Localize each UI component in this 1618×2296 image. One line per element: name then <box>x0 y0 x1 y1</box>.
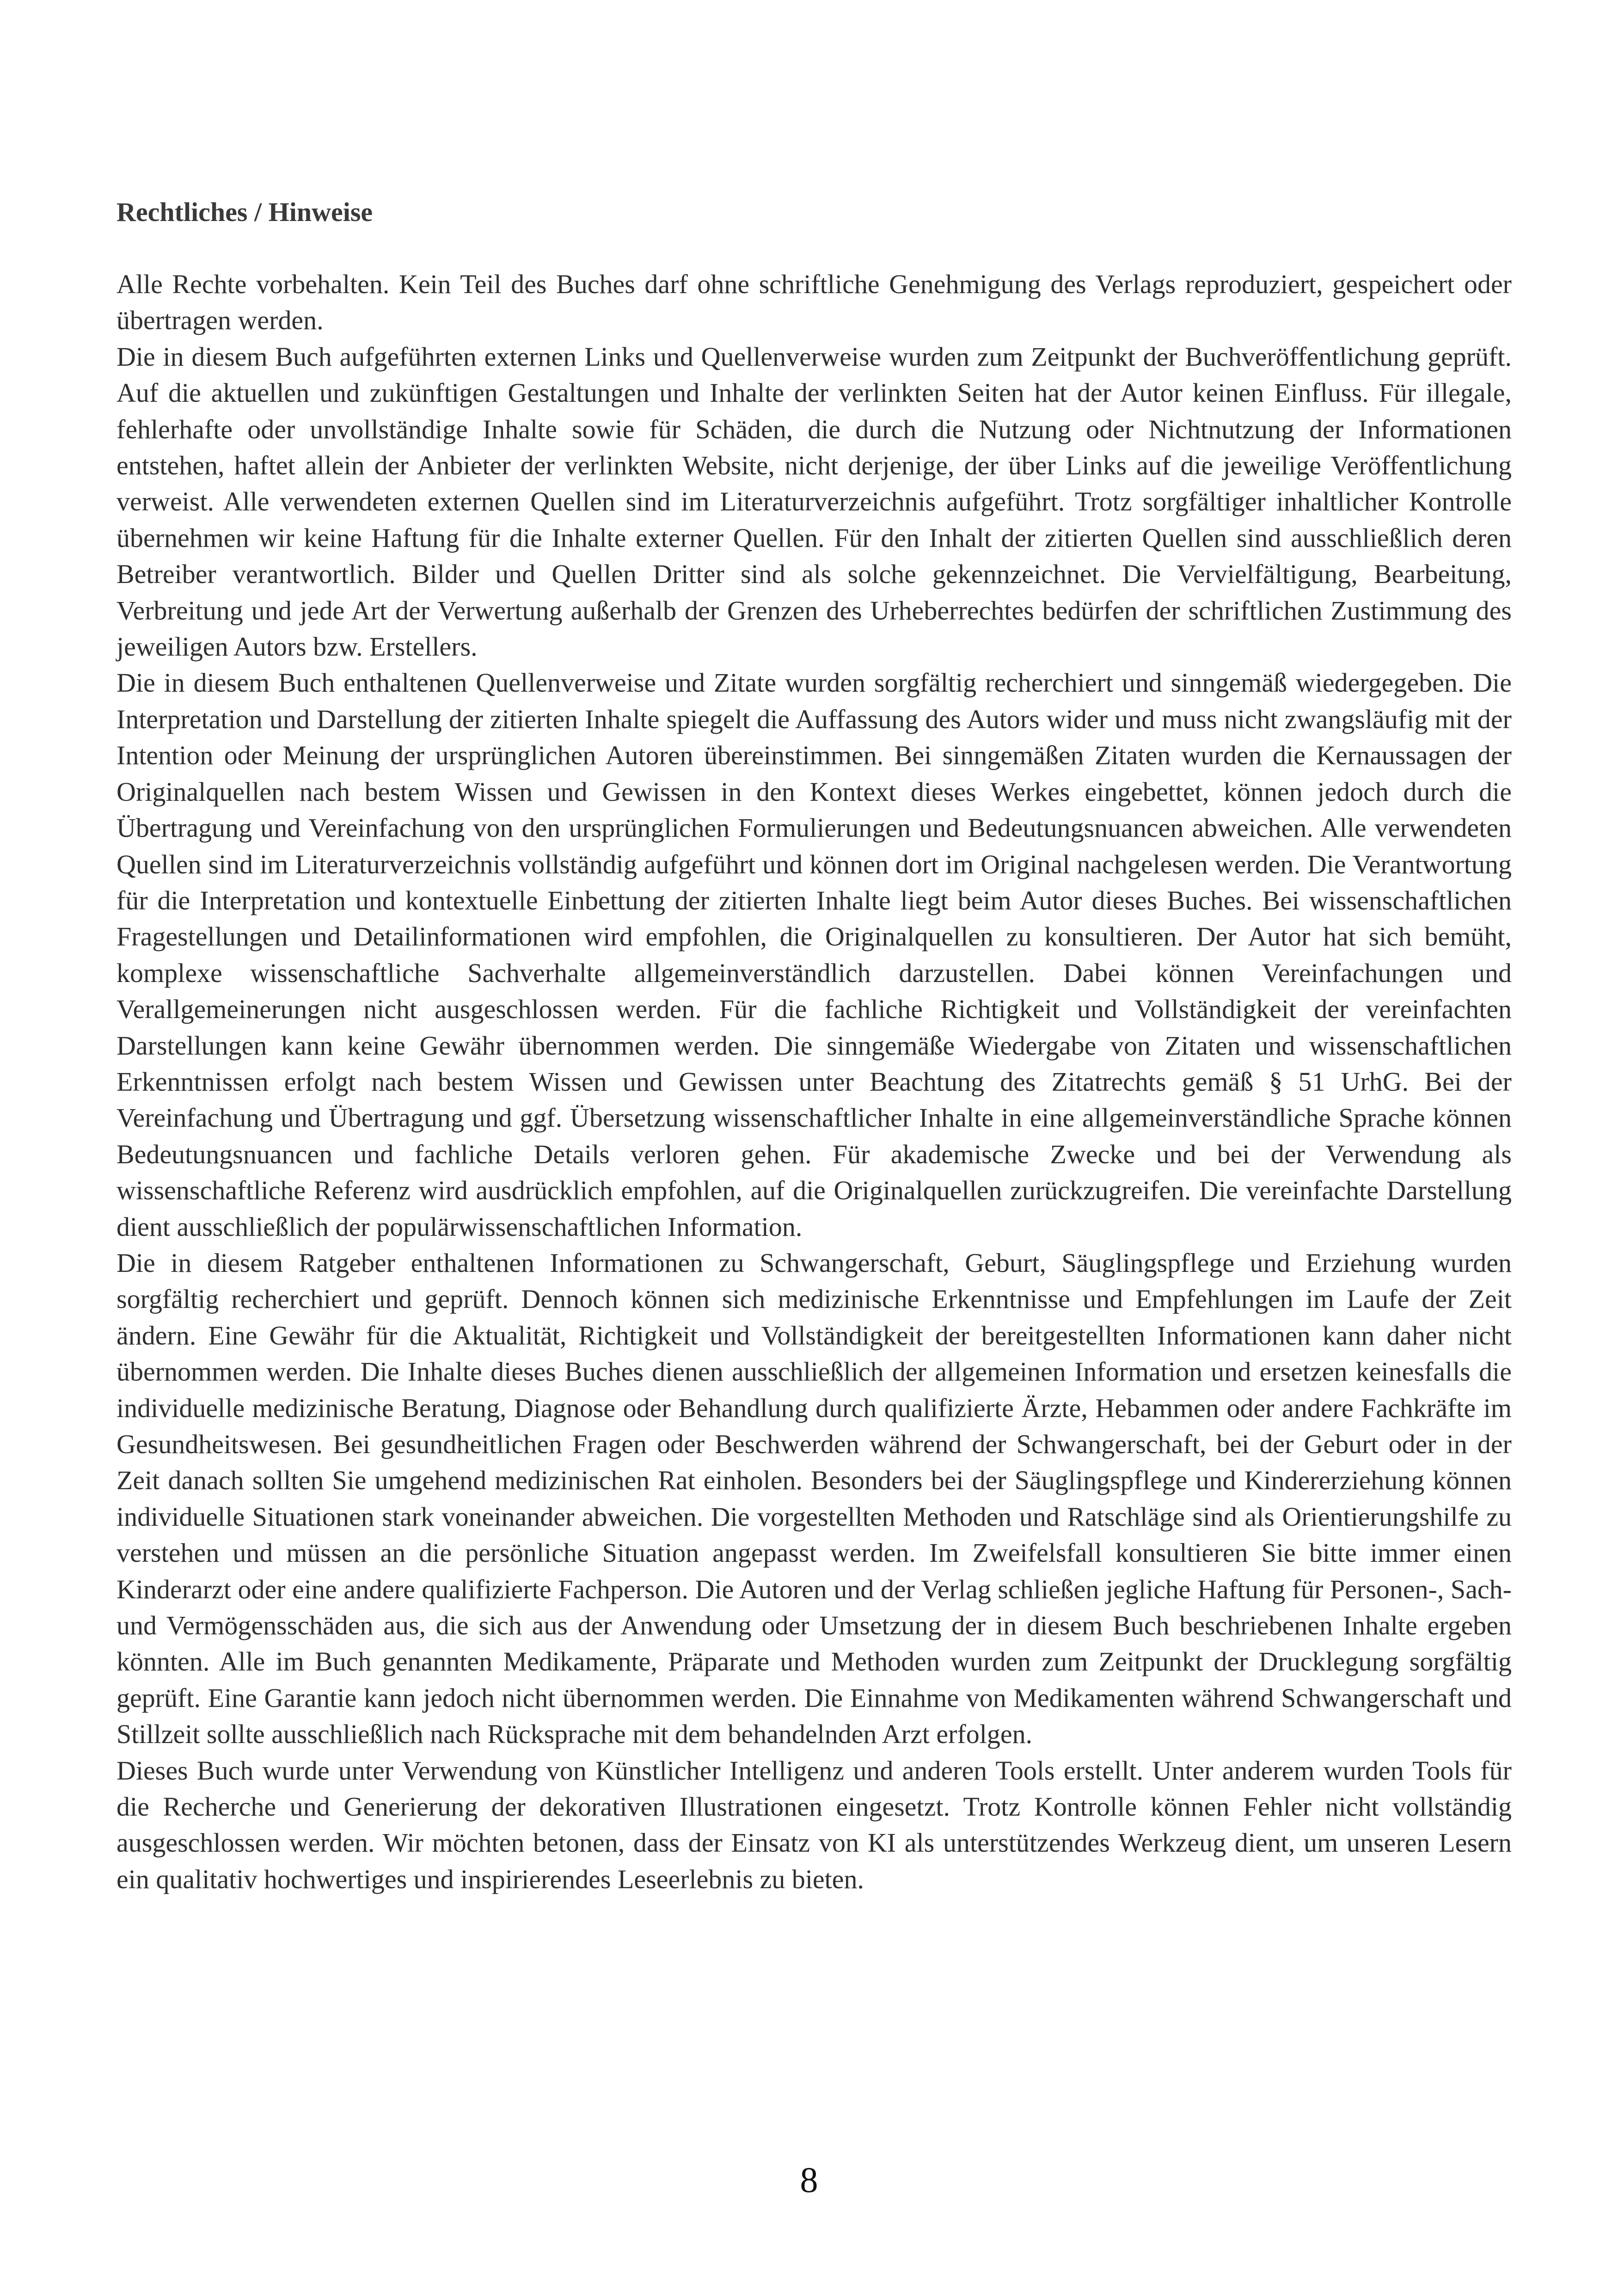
paragraph-external-links: Die in diesem Buch aufgeführten externen Links und Quellenverweise wurden zum Zeitpunkt der Buchveröffentlichung geprüft. Auf die aktuellen und zukünftigen Gestaltungen und Inhalte der verlinkten Seiten hat der Autor keinen Einfluss. Für illegale, fehlerhafte oder unvollständige Inhalte sowie für Schäden, die durch die Nutzung oder Nichtnutzung der Informationen entstehen, haftet allein der Anbieter der verlinkten Website, nicht derjenige, der über Links auf die jeweilige Veröffentlichung verweist. Alle verwendeten externen Quellen sind im Literaturverzeichnis aufgeführt. Trotz sorgfältiger inhaltlicher Kontrolle übernehmen wir keine Haftung für die Inhalte externer Quellen. Für den Inhalt der zitierten Quellen sind ausschließlich deren Betreiber verantwortlich. Bilder und Quellen Dritter sind als solche gekennzeichnet. Die Vervielfältigung, Bearbeitung, Verbreitung und jede Art der Verwertung außerhalb der Grenzen des Urheberrechtes bedürfen der schriftlichen Zustimmung des jeweiligen Autors bzw. Erstellers. <box>116 341 1512 662</box>
paragraph-ai-notice: Dieses Buch wurde unter Verwendung von Künstlicher Intelligenz und anderen Tools erstellt. Unter anderem wurden Tools für die Recherche und Generierung der dekorativen Illustrationen eingesetzt. Trotz Kontrolle können Fehler nicht vollständig ausgeschlossen werden. Wir möchten betonen, dass der Einsatz von KI als unterstützendes Werkzeug dient, um unseren Lesern ein qualitativ hochwertiges und inspirierendes Leseerlebnis zu bieten. <box>116 1755 1512 1894</box>
page-number: 8 <box>800 2160 818 2200</box>
page-content <box>116 194 1512 1897</box>
paragraph-medical-disclaimer: Die in diesem Ratgeber enthaltenen Informationen zu Schwangerschaft, Geburt, Säuglingspflege und Erziehung wurden sorgfältig recherchiert und geprüft. Dennoch können sich medizinische Erkenntnisse und Empfehlungen im Laufe der Zeit ändern. Eine Gewähr für die Aktualität, Richtigkeit und Vollständigkeit der bereitgestellten Informationen kann daher nicht übernommen werden. Die Inhalte dieses Buches dienen ausschließlich der allgemeinen Information und ersetzen keinesfalls die individuelle medizinische Beratung, Diagnose oder Behandlung durch qualifizierte Ärzte, Hebammen oder andere Fachkräfte im Gesundheitswesen. Bei gesundheitlichen Fragen oder Beschwerden während der Schwangerschaft, bei der Geburt oder in der Zeit danach sollten Sie umgehend medizinischen Rat einholen. Besonders bei der Säuglingspflege und Kindererziehung können individuelle Situationen stark voneinander abweichen. Die vorgestellten Methoden und Ratschläge sind als Orientierungshilfe zu verstehen und müssen an die persönliche Situation angepasst werden. Im Zweifelsfall konsultieren Sie bitte immer einen Kinderarzt oder eine andere qualifizierte Fachperson. Die Autoren und der Verlag schließen jegliche Haftung für Personen-, Sach- und Vermögensschäden aus, die sich aus der Anwendung oder Umsetzung der in diesem Buch beschriebenen Inhalte ergeben könnten. Alle im Buch genannten Medikamente, Präparate und Methoden wurden zum Zeitpunkt der Drucklegung sorgfältig geprüft. Eine Garantie kann jedoch nicht übernommen werden. Die Einnahme von Medikamenten während Schwangerschaft und Stillzeit sollte ausschließlich nach Rücksprache mit dem behandelnden Arzt erfolgen. <box>116 1247 1512 1750</box>
paragraph-rights: Alle Rechte vorbehalten. Kein Teil des Buches darf ohne schriftliche Genehmigung des Verlags reproduziert, gespeichert oder übertragen werden. <box>116 269 1512 336</box>
paragraph-citations: Die in diesem Buch enthaltenen Quellenverweise und Zitate wurden sorgfältig recherchiert und sinngemäß wiedergegeben. Die Interpretation und Darstellung der zitierten Inhalte spiegelt die Auffassung des Autors wider und muss nicht zwangsläufig mit der Intention oder Meinung der ursprünglichen Autoren übereinstimmen. Bei sinngemäßen Zitaten wurden die Kernaussagen der Originalquellen nach bestem Wissen und Gewissen in den Kontext dieses Werkes eingebettet, können jedoch durch die Übertragung und Vereinfachung von den ursprünglichen Formulierungen und Bedeutungsnuancen abweichen. Alle verwendeten Quellen sind im Literaturverzeichnis vollständig aufgeführt und können dort im Original nachgelesen werden. Die Verantwortung für die Interpretation und kontextuelle Einbettung der zitierten Inhalte liegt beim Autor dieses Buches. Bei wissenschaftlichen Fragestellungen und Detailinformationen wird empfohlen, die Originalquellen zu konsultieren. Der Autor hat sich bemüht, komplexe wissenschaftliche Sachverhalte allgemeinverständlich darzustellen. Dabei können Vereinfachungen und Verallgemeinerungen nicht ausgeschlossen werden. Für die fachliche Richtigkeit und Vollständigkeit der vereinfachten Darstellungen kann keine Gewähr übernommen werden. Die sinngemäße Wiedergabe von Zitaten und wissenschaftlichen Erkenntnissen erfolgt nach bestem Wissen und Gewissen unter Beachtung des Zitatrechts gemäß § 51 UrhG. Bei der Vereinfachung und Übertragung und ggf. Übersetzung wissenschaftlicher Inhalte in eine allgemeinverständliche Sprache können Bedeutungsnuancen und fachliche Details verloren gehen. Für akademische Zwecke und bei der Verwendung als wissenschaftliche Referenz wird ausdrücklich empfohlen, auf die Originalquellen zurückzugreifen. Die vereinfachte Darstellung dient ausschließlich der populärwissenschaftlichen Information. <box>116 668 1512 1242</box>
section-heading: Rechtliches / Hinweise <box>116 197 373 227</box>
